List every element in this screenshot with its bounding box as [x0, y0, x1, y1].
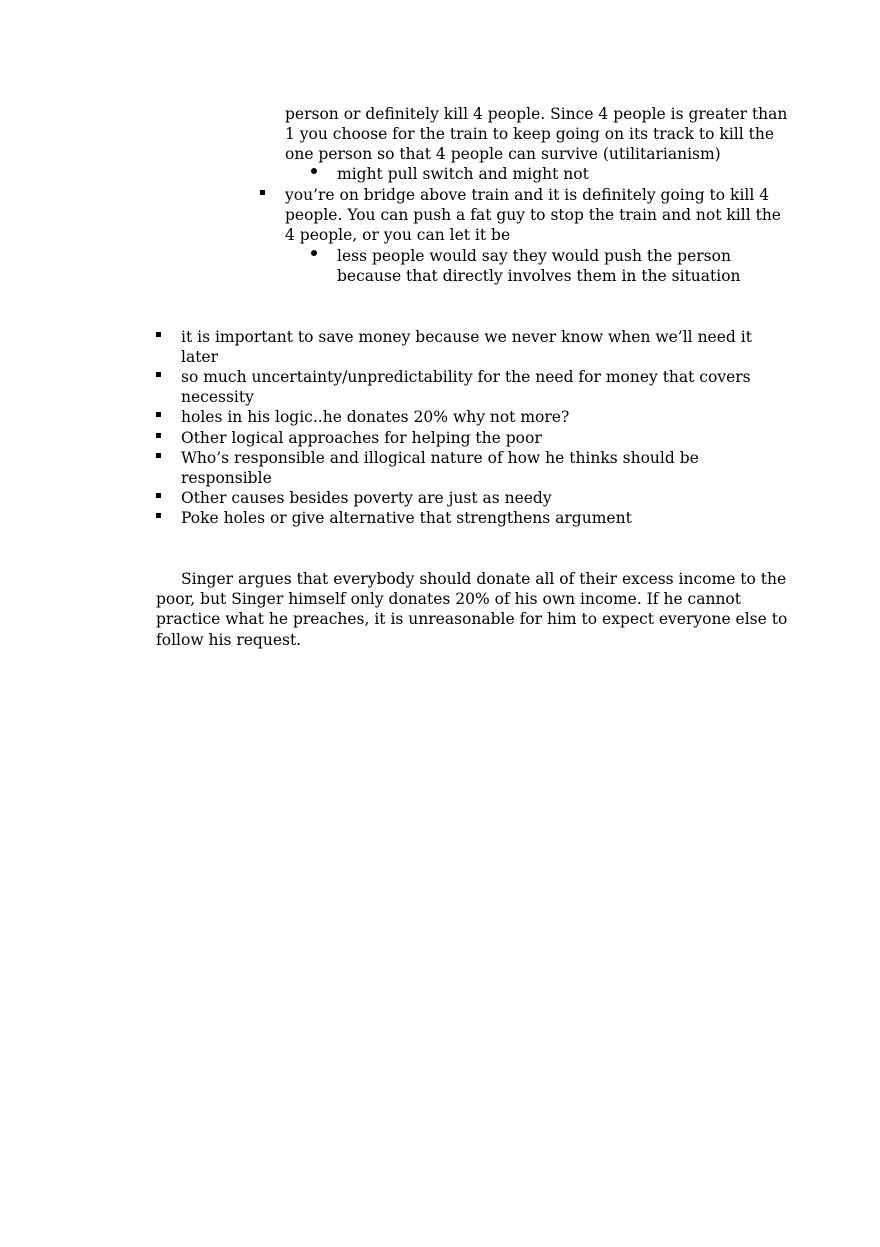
text-line: person or definitely kill 4 people. Since 4 people is greater than	[285, 105, 788, 123]
notes-list-item	[181, 327, 752, 367]
text-line: holes in his logic..he donates 20% why not more?	[181, 408, 570, 426]
text-line: 4 people, or you can let it be	[285, 226, 511, 245]
text-line: practice what he preaches, it is unreasonable for him to expect everyone else to	[156, 610, 788, 629]
text-line: Other logical approaches for helping the poor	[181, 429, 542, 447]
text-line: people. You can push a fat guy to stop the train and not kill the	[285, 206, 781, 225]
continuation-text	[285, 104, 787, 165]
text-line: Other causes besides poverty are just as needy	[181, 489, 552, 507]
round-bullet-icon	[311, 164, 317, 184]
text-line: you’re on bridge above train and it is definitely going to kill 4	[285, 186, 770, 204]
square-bullet-icon	[156, 448, 161, 468]
text-line: follow his request.	[156, 630, 302, 649]
text-line: because that directly involves them in the situation	[337, 267, 741, 286]
notes-list-item	[181, 428, 542, 448]
body-paragraph	[156, 569, 787, 650]
text-line: so much uncertainty/unpredictability for the need for money that covers	[181, 368, 751, 386]
text-line: Who’s responsible and illogical nature of how he thinks should be	[181, 449, 699, 467]
text-line: it is important to save money because we never know when we’ll need it	[181, 328, 752, 346]
notes-list-item	[181, 367, 751, 407]
square-bullet-icon	[156, 428, 161, 448]
square-bullet-icon	[156, 367, 161, 387]
text-line: later	[181, 348, 219, 367]
text-line: poor, but Singer himself only donates 20% of his own income. If he cannot	[156, 590, 741, 609]
notes-list-item	[181, 407, 569, 427]
round-bullet-item	[337, 246, 741, 286]
notes-list-item	[181, 508, 632, 528]
notes-list-item	[181, 488, 552, 508]
square-bullet-icon	[156, 488, 161, 508]
text-line: responsible	[181, 469, 272, 488]
text-line: Poke holes or give alternative that strengthens argument	[181, 509, 632, 527]
text-line: Singer argues that everybody should donate all of their excess income to the	[181, 570, 787, 588]
text-line: 1 you choose for the train to keep going on its track to kill the	[285, 125, 774, 144]
square-bullet-icon	[156, 407, 161, 427]
square-bullet-icon	[156, 327, 161, 347]
text-line: one person so that 4 people can survive (utilitarianism)	[285, 145, 721, 164]
square-bullet-icon	[156, 508, 161, 528]
round-bullet-icon	[311, 246, 317, 266]
square-bullet-icon	[260, 185, 265, 205]
text-line: might pull switch and might not	[337, 165, 589, 183]
square-bullet-item	[285, 185, 781, 246]
notes-list-item	[181, 448, 699, 488]
round-bullet-item	[337, 164, 589, 184]
text-line: necessity	[181, 388, 254, 407]
text-line: less people would say they would push the person	[337, 247, 731, 265]
